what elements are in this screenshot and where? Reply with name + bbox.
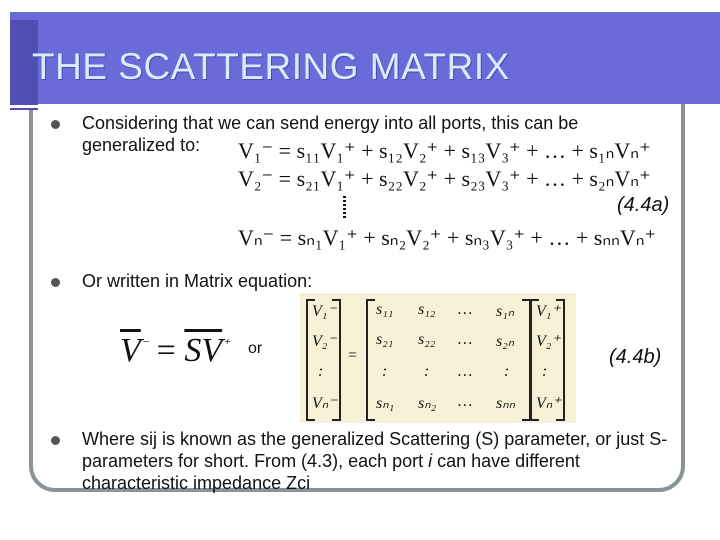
matrix-cell: s₂₁ xyxy=(376,331,394,348)
bullet-text-1: Considering that we can send energy into all ports, this can be generalized to: xyxy=(82,113,579,155)
matrix-cell: s₁₂ xyxy=(418,301,436,318)
matrix-cell: V₂⁺ xyxy=(536,333,560,350)
bullet-text-3-part-2: can have different characteristic impedance Zci xyxy=(82,451,580,493)
matrix-cell: … xyxy=(458,331,473,348)
or-text: or xyxy=(248,340,263,357)
equation-row-n: Vₙ⁻ = sₙ₁V₁⁺ + sₙ₂V₂⁺ + sₙ₃V₃⁺ + … + sₙₙVₙ⁺ xyxy=(238,225,657,250)
matrix-cell: : xyxy=(382,363,388,380)
compact-matrix-equation xyxy=(120,332,230,370)
plus-superscript: ⁺ xyxy=(222,337,230,353)
minus-superscript: ⁻ xyxy=(140,337,149,353)
bullet-text-3-part-1: Where sij is known as the generalized Scattering (S) parameter, or just S-parameters for short. From (4.3), each port xyxy=(82,429,668,471)
matrix-cell: s₂ₙ xyxy=(496,333,515,350)
equation-row-2: V₂⁻ = s₂₁V₁⁺ + s₂₂V₂⁺ + s₂₃V₃⁺ + … + s₂ₙVₙ⁺ xyxy=(238,166,651,191)
matrix-cell: s₂₂ xyxy=(418,331,436,348)
equation-row-1: V₁⁻ = s₁₁V₁⁺ + s₁₂V₂⁺ + s₁₃V₃⁺ + … + s₁ₙVₙ⁺ xyxy=(238,138,651,163)
matrix-equation-image xyxy=(300,293,576,423)
matrix-cell: s₁ₙ xyxy=(496,303,515,320)
matrix-cell: Vₙ⁻ xyxy=(312,395,337,412)
matrix-cell: : xyxy=(424,363,430,380)
matrix-equals: = xyxy=(348,347,358,364)
matrix-cell: s₁₁ xyxy=(376,301,394,318)
matrix-cell: sₙ₁ xyxy=(376,395,395,412)
matrix-cell: V₂⁻ xyxy=(312,333,336,350)
matrix-cell: V₁⁺ xyxy=(536,303,560,320)
port-index-i: i xyxy=(428,451,433,471)
matrix-cell: … xyxy=(458,393,473,410)
left-bracket xyxy=(366,299,375,421)
bullet-icon xyxy=(51,278,60,287)
bullet-icon xyxy=(51,436,60,445)
equals-sign: = xyxy=(156,332,176,369)
matrix-cell: : xyxy=(504,363,510,380)
matrix-cell: V₁⁻ xyxy=(312,303,336,320)
matrix-s-vector-v: $\overline{SV}$ xyxy=(184,332,223,369)
matrix-cell: sₙ₂ xyxy=(418,395,437,412)
equation-label-4-4a: (4.4a) xyxy=(617,194,670,216)
matrix-cell: … xyxy=(458,301,473,318)
matrix-cell: : xyxy=(318,363,324,380)
bullet-icon xyxy=(51,120,60,129)
matrix-cell: : xyxy=(542,363,548,380)
bullet-text-2: Or written in Matrix equation: xyxy=(82,271,313,291)
matrix-cell: … xyxy=(458,363,473,380)
title-bar xyxy=(10,12,720,104)
vector-v-minus: $\overline{V}$ xyxy=(120,332,141,369)
matrix-cell: sₙₙ xyxy=(496,395,515,412)
bullet-text-3 xyxy=(82,428,682,494)
equation-label-4-4b: (4.4b) xyxy=(609,346,662,368)
slide-title: THE SCATTERING MATRIX xyxy=(32,46,510,87)
vertical-dots xyxy=(343,196,346,218)
matrix-cell: Vₙ⁺ xyxy=(536,395,561,412)
title-underline xyxy=(10,105,648,108)
